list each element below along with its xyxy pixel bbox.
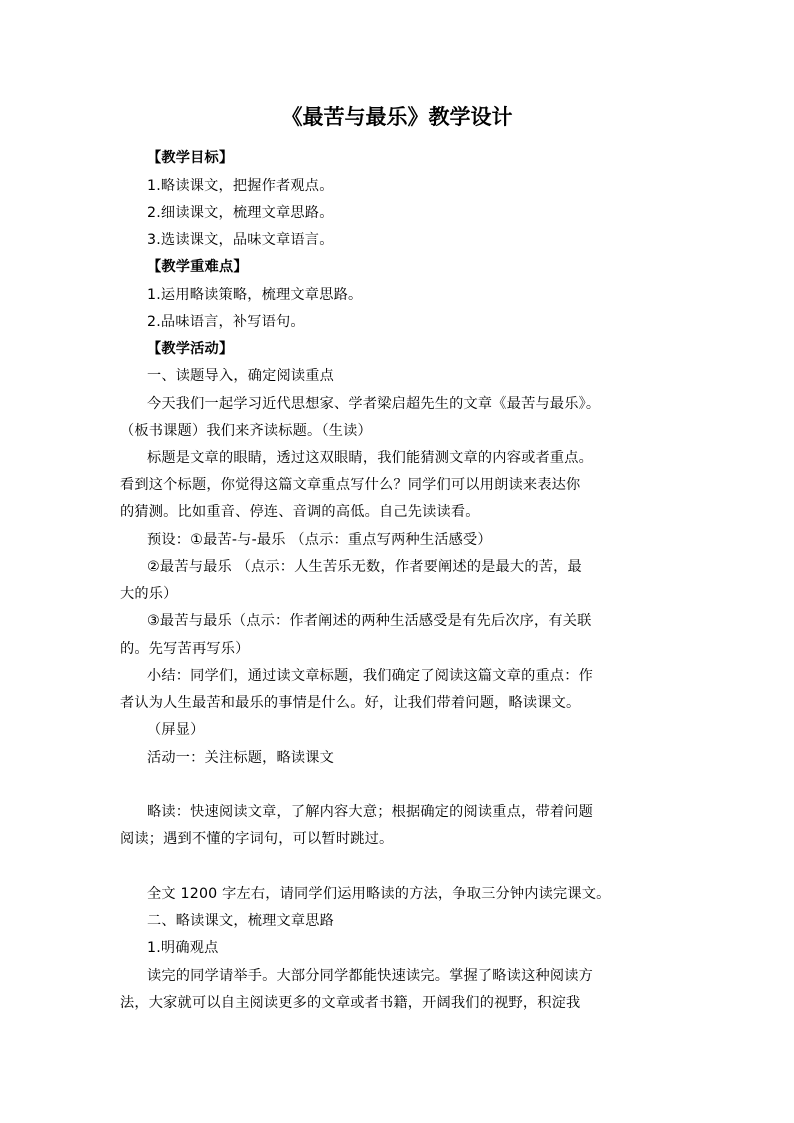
paragraph-line: 一、读题导入，确定阅读重点 xyxy=(147,368,335,384)
paragraph-line: （屏显） xyxy=(147,722,205,738)
paragraph-line: 2.品味语言，补写语句。 xyxy=(147,314,305,330)
document-title: 《最苦与最乐》教学设计 xyxy=(281,105,513,129)
section-heading-goals: 【教学目标】 xyxy=(147,150,234,166)
section-heading-activities: 【教学活动】 xyxy=(147,341,234,357)
paragraph-line: （板书课题）我们来齐读标题。（生读） xyxy=(120,423,372,439)
paragraph-line: 看到这个标题，你觉得这篇文章重点写什么？同学们可以用朗读来表达你 xyxy=(120,477,581,493)
paragraph-line: 1.运用略读策略，梳理文章思路。 xyxy=(147,287,363,303)
paragraph-line: ③最苦与最乐（点示：作者阐述的两种生活感受是有先后次序，有关联 xyxy=(147,613,592,629)
paragraph-line: 读完的同学请举手。大部分同学都能快速读完。掌握了略读这种阅读方 xyxy=(147,968,594,984)
paragraph-line: 全文 1200 字左右，请同学们运用略读的方法，争取三分钟内读完课文。 xyxy=(147,886,611,902)
paragraph-line: 二、略读课文，梳理文章思路 xyxy=(147,913,335,929)
paragraph-line: 标题是文章的眼睛，透过这双眼睛，我们能猜测文章的内容或者重点。 xyxy=(147,450,594,466)
paragraph-line: 阅读；遇到不懂的字词句，可以暂时跳过。 xyxy=(120,831,394,847)
paragraph-line: 法，大家就可以自主阅读更多的文章或者书籍，开阔我们的视野，积淀我 xyxy=(120,995,581,1011)
paragraph-line: 2.细读课文，梳理文章思路。 xyxy=(147,205,334,221)
paragraph-line: 者认为人生最苦和最乐的事情是什么。好，让我们带着问题，略读课文。 xyxy=(120,695,581,711)
paragraph-line: 预设：①最苦-与-最乐 （点示：重点写两种生活感受） xyxy=(147,532,492,548)
paragraph-line: 的猜测。比如重音、停连、音调的高低。自己先读读看。 xyxy=(120,504,480,520)
paragraph-line: 略读：快速阅读文章，了解内容大意；根据确定的阅读重点，带着问题 xyxy=(147,804,594,820)
paragraph-line: ②最苦与最乐 （点示：人生苦乐无数，作者要阐述的是最大的苦，最 xyxy=(147,559,582,575)
paragraph-line: 1.明确观点 xyxy=(147,940,219,956)
paragraph-line: 3.选读课文，品味文章语言。 xyxy=(147,232,334,248)
paragraph-line: 今天我们一起学习近代思想家、学者梁启超先生的文章《最苦与最乐》。 xyxy=(147,396,601,412)
paragraph-line: 活动一：关注标题，略读课文 xyxy=(147,750,335,766)
paragraph-line: 大的乐） xyxy=(120,586,178,602)
paragraph-line: 1.略读课文，把握作者观点。 xyxy=(147,178,334,194)
paragraph-line: 的。先写苦再写乐） xyxy=(120,641,250,657)
paragraph-line: 小结：同学们，通过读文章标题，我们确定了阅读这篇文章的重点：作 xyxy=(147,668,594,684)
section-heading-key-points: 【教学重难点】 xyxy=(147,259,248,275)
